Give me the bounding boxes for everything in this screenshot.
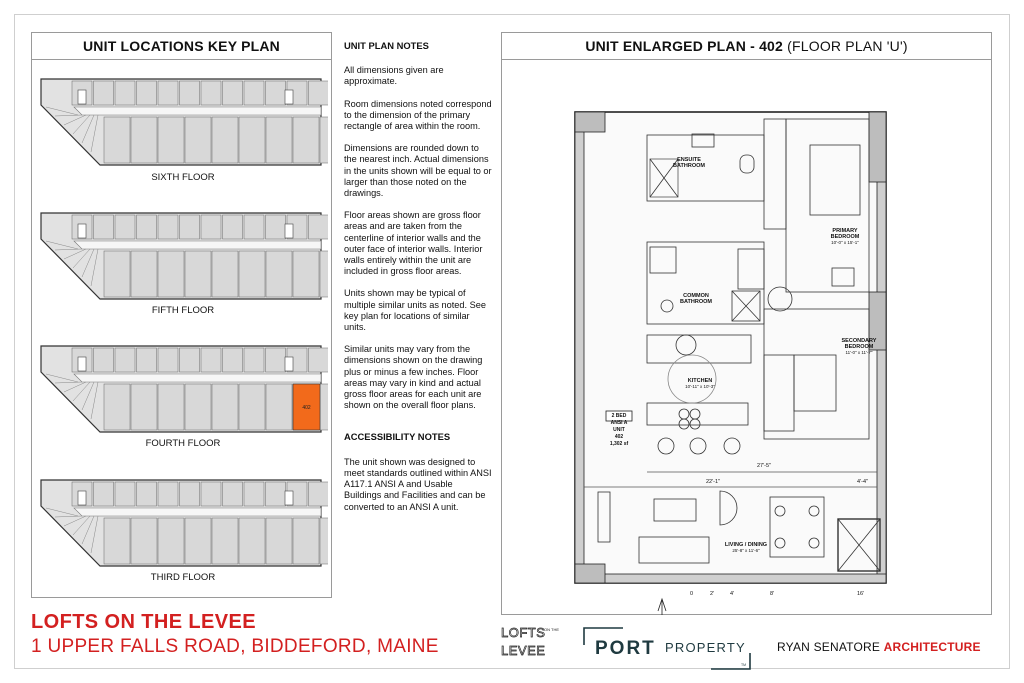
unit-cell	[137, 482, 157, 506]
unit-cell	[239, 117, 265, 163]
unit-cell	[180, 348, 200, 372]
floor-plan-third	[38, 478, 328, 583]
unit-cell	[158, 348, 178, 372]
room-label-primary	[825, 228, 865, 246]
unit-tag-area: 1,302 sf	[609, 441, 629, 447]
floor-plan-sixth	[38, 77, 328, 183]
unit-cell	[201, 215, 221, 239]
unit-cell	[185, 251, 211, 297]
accessibility-text: The unit shown was designed to meet standards outlined within ANSI A117.1 ANSI A and Usable Buildings and Facilities and can be converted to an ANSI A unit.	[344, 456, 492, 512]
unit-cell	[266, 251, 292, 297]
dimension-left: 22'-1"	[706, 479, 721, 485]
unit-cell	[309, 215, 329, 239]
unit-cell	[201, 348, 221, 372]
accessibility-heading: ACCESSIBILITY NOTES	[344, 431, 451, 443]
unit-cell	[266, 117, 292, 163]
room-name: KITCHEN	[687, 378, 713, 384]
unit-cell	[320, 251, 328, 297]
unit-cell	[158, 251, 184, 297]
note-paragraph: Dimensions are rounded down to the nearest inch. Actual dimensions in the units shown will be equal to or larger than those noted on the drawings.	[344, 143, 492, 199]
architect-credit	[777, 640, 981, 654]
floor-plan-fifth	[38, 211, 328, 316]
note-paragraph: All dimensions given are approximate.	[344, 65, 444, 87]
room-name: SECONDARY BEDROOM	[841, 338, 877, 350]
scale-tick: 2'	[710, 591, 715, 597]
unit-cell	[201, 81, 221, 105]
stair	[78, 224, 86, 238]
floor-plan-drawing	[38, 344, 328, 434]
key-plan-title: UNIT LOCATIONS KEY PLAN	[83, 38, 280, 54]
unit-tag	[602, 413, 636, 448]
project-name: LOFTS ON THE LEVEE	[31, 611, 256, 633]
stair	[285, 357, 293, 371]
corridor	[74, 508, 321, 516]
floor-plan-drawing	[38, 478, 328, 568]
unit-tag-line: UNIT	[613, 427, 625, 433]
floor-label: THIRD FLOOR	[150, 572, 216, 583]
unit-cell	[180, 482, 200, 506]
logo-port-text: PORT	[595, 638, 656, 659]
unit-cell	[309, 348, 329, 372]
corridor	[74, 241, 321, 249]
unit-cell	[104, 251, 130, 297]
key-plan-panel	[31, 32, 332, 598]
unit-cell	[223, 482, 243, 506]
unit-cell	[131, 518, 157, 564]
scale-tick: 8'	[770, 591, 775, 597]
unit-cell	[131, 117, 157, 163]
unit-cell	[115, 348, 135, 372]
unit-cell	[158, 81, 178, 105]
floor-label: SIXTH FLOOR	[151, 172, 215, 183]
unit-cell	[239, 518, 265, 564]
unit-cell	[266, 348, 286, 372]
unit-cell	[94, 482, 114, 506]
unit-cell	[212, 384, 238, 430]
unit-cell	[137, 348, 157, 372]
unit-cell	[293, 518, 319, 564]
unit-cell	[266, 384, 292, 430]
stair	[78, 90, 86, 104]
logo-levee-text: LEVEE	[501, 643, 546, 658]
unit-cell	[104, 518, 130, 564]
floor-label: FOURTH FLOOR	[145, 438, 221, 449]
unit-cell	[104, 384, 130, 430]
corridor	[74, 374, 321, 382]
unit-cell	[266, 518, 292, 564]
note-paragraph: Similar units may vary from the dimensions shown on the drawing plus or minus a few inches. Floor areas may vary in kind and actual gross floor areas for each unit are shown on the overall floor plans.	[344, 344, 483, 411]
note-paragraph: Units shown may be typical of multiple similar units as noted. See key plan for locations of similar units.	[344, 288, 486, 333]
room-label-secondary	[835, 338, 883, 356]
unit-cell	[244, 482, 264, 506]
unit-cell	[293, 117, 319, 163]
unit-cell	[185, 518, 211, 564]
lofts-on-the-levee-logo	[500, 622, 562, 662]
unit-cell	[320, 518, 328, 564]
unit-cell	[212, 251, 238, 297]
scale-tick: 0	[690, 591, 694, 597]
unit-cell	[115, 215, 135, 239]
corridor	[74, 107, 321, 115]
dimension-right: 4'-4"	[857, 479, 868, 485]
unit-cell	[223, 81, 243, 105]
logo-lofts-text: LOFTS	[501, 625, 546, 640]
unit-cell	[239, 384, 265, 430]
unit-cell	[158, 518, 184, 564]
unit-cell	[94, 215, 114, 239]
unit-cell	[137, 81, 157, 105]
unit-cell	[293, 251, 319, 297]
room-dimension: 10'-11" x 10'-3"	[685, 384, 715, 389]
unit-cell	[239, 251, 265, 297]
unit-cell	[185, 117, 211, 163]
architect-suffix: ARCHITECTURE	[883, 640, 981, 654]
notes-heading: UNIT PLAN NOTES	[344, 40, 429, 51]
logo-property-text: PROPERTY	[665, 640, 746, 655]
unit-cell	[94, 81, 114, 105]
floor-plan-drawing	[38, 77, 328, 167]
note-paragraph: Floor areas shown are gross floor areas and are taken from the centerline of interior walls and the outer face of interior walls. Interior walls entirely within the unit are included in gross floor areas.	[344, 210, 483, 277]
unit-cell	[158, 117, 184, 163]
unit-cell	[158, 215, 178, 239]
unit-cell	[131, 251, 157, 297]
unit-cell	[266, 81, 286, 105]
highlighted-unit-label: 402	[302, 405, 311, 411]
enlarged-plan-panel	[501, 32, 992, 615]
logo-tm-text: TM	[741, 663, 747, 667]
title-divider	[32, 59, 331, 60]
enlarged-plan-title	[502, 38, 991, 54]
room-label-living	[724, 542, 768, 554]
room-dimension: 25'-8" x 11'-6"	[732, 548, 760, 553]
room-label-ensuite: ENSUITE BATHROOM	[673, 157, 705, 169]
unit-plan-notes	[344, 40, 492, 524]
room-label-kitchen	[680, 378, 720, 390]
unit-plan-drawing	[502, 59, 991, 615]
unit-cell	[223, 348, 243, 372]
project-address: 1 UPPER FALLS ROAD, BIDDEFORD, MAINE	[31, 636, 439, 657]
unit-cell	[244, 215, 264, 239]
unit-cell	[158, 482, 178, 506]
stair	[78, 357, 86, 371]
unit-tag-line: 2 BED	[611, 413, 627, 419]
unit-cell	[309, 81, 329, 105]
room-name: PRIMARY BEDROOM	[830, 228, 860, 240]
room-name: LIVING / DINING	[724, 542, 768, 548]
unit-cell	[244, 81, 264, 105]
unit-cell	[212, 117, 238, 163]
unit-cell	[309, 482, 329, 506]
room-label-common: COMMON BATHROOM	[680, 293, 712, 305]
unit-tag-number: 402	[614, 434, 624, 440]
unit-cell	[137, 215, 157, 239]
note-paragraph: Room dimensions noted correspond to the dimension of the primary rectangle of area within the room.	[344, 98, 492, 132]
port-property-logo	[583, 627, 751, 671]
unit-cell	[266, 482, 286, 506]
unit-cell	[131, 384, 157, 430]
unit-cell	[104, 117, 130, 163]
unit-cell	[180, 81, 200, 105]
unit-cell	[115, 482, 135, 506]
dimension-overall: 27'-5"	[757, 463, 772, 469]
unit-cell	[320, 384, 328, 430]
unit-cell	[201, 482, 221, 506]
floor-label: FIFTH FLOOR	[151, 305, 215, 316]
room-dimension: 10'-0" x 15'-1"	[831, 240, 859, 245]
stair	[285, 90, 293, 104]
unit-tag-line: ANSI A	[610, 420, 628, 426]
unit-cell	[94, 348, 114, 372]
scale-tick: 16'	[857, 591, 865, 597]
unit-cell	[266, 215, 286, 239]
unit-cell	[320, 117, 328, 163]
unit-cell	[185, 384, 211, 430]
floor-plan-fourth	[38, 344, 328, 449]
unit-cell	[212, 518, 238, 564]
unit-cell	[158, 384, 184, 430]
unit-cell	[223, 215, 243, 239]
enlarged-title-bold: UNIT ENLARGED PLAN - 402	[585, 38, 784, 54]
stair	[285, 491, 293, 505]
enlarged-title-light: (FLOOR PLAN 'U')	[787, 38, 908, 54]
stair	[285, 224, 293, 238]
floor-plan-drawing	[38, 211, 328, 301]
stair	[78, 491, 86, 505]
room-dimension: 11'-0" x 11'-7"	[845, 350, 873, 355]
unit-cell	[244, 348, 264, 372]
architect-name: RYAN SENATORE	[777, 640, 881, 654]
scale-tick: 4'	[730, 591, 735, 597]
logo-on-the-text: ON THE	[544, 627, 560, 632]
unit-cell	[180, 215, 200, 239]
unit-cell	[115, 81, 135, 105]
